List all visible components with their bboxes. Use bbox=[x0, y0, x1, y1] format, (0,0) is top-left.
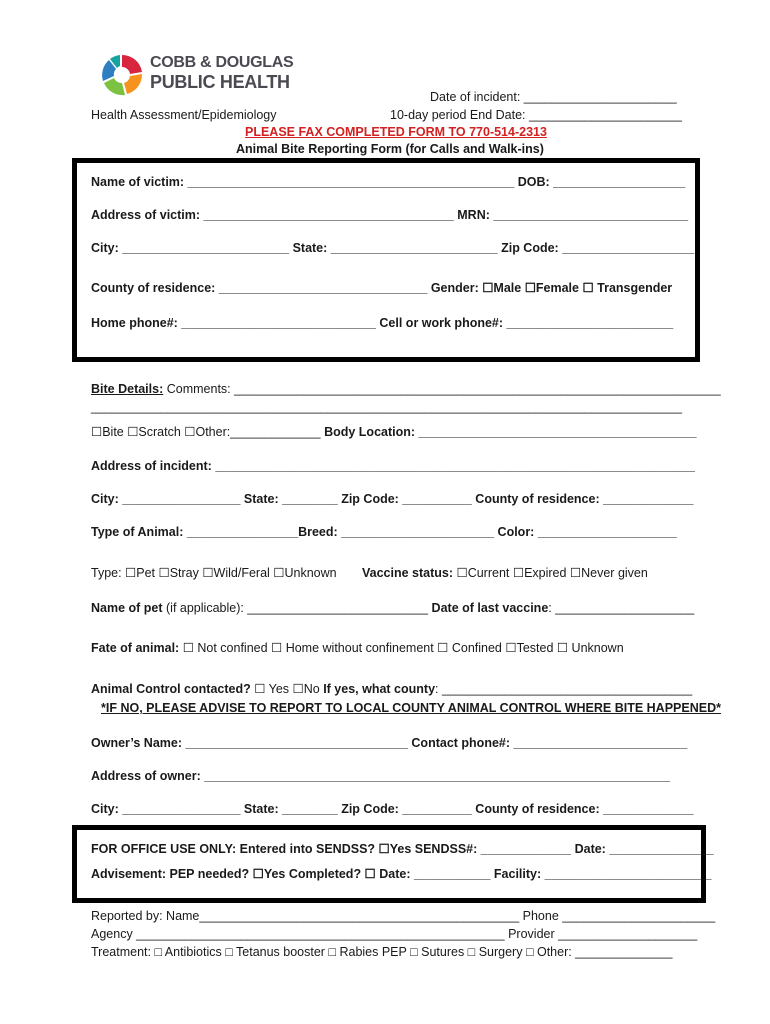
office-line-2: Advisement: PEP needed? ☐Yes Completed? ☐ Date: ___________ Facility: ________________________ bbox=[91, 867, 712, 881]
advise-notice: *IF NO, PLEASE ADVISE TO REPORT TO LOCAL COUNTY ANIMAL CONTROL WHERE BITE HAPPENED* bbox=[101, 701, 721, 715]
victim-county-line: County of residence: ______________________________ Gender: ☐Male ☐Female ☐ Transgender bbox=[91, 281, 673, 295]
animal-status-line bbox=[91, 565, 337, 580]
incident-city-line: City: _________________ State: ________ Zip Code: __________ County of residence: _____________ bbox=[91, 492, 694, 506]
last-vaccine-label: Date of last vaccine bbox=[431, 601, 549, 615]
animal-control-label: Animal Control contacted? bbox=[91, 682, 251, 696]
pet-name-line bbox=[91, 601, 694, 615]
victim-name-line: Name of victim: _______________________________________________ DOB: ___________________ bbox=[91, 175, 686, 189]
animal-control-county-label: If yes, what county bbox=[323, 682, 436, 696]
bite-comments-line2: _____________________________________________________________________________________ bbox=[91, 400, 682, 414]
animal-type-line: Type of Animal: ________________Breed: ______________________ Color: ____________________ bbox=[91, 525, 677, 539]
logo bbox=[97, 50, 294, 100]
bite-details-line bbox=[91, 382, 721, 396]
logo-line-1: COBB & DOUGLAS bbox=[150, 54, 294, 71]
fax-notice: PLEASE FAX COMPLETED FORM TO 770-514-2313 bbox=[245, 125, 547, 139]
form-title: Animal Bite Reporting Form (for Calls and Walk-ins) bbox=[236, 142, 544, 156]
bite-type-line bbox=[91, 424, 697, 439]
fate-options: ☐ Not confined ☐ Home without confinement ☐ Confined ☐Tested ☐ Unknown bbox=[179, 641, 624, 655]
animal-control-line bbox=[91, 681, 692, 696]
office-use-box bbox=[72, 825, 706, 903]
animal-control-options: ☐ Yes ☐No bbox=[250, 682, 320, 696]
vaccine-status-options: ☐Current ☐Expired ☐Never given bbox=[456, 566, 648, 580]
victim-address-line: Address of victim: ____________________________________ MRN: ____________________________ bbox=[91, 208, 689, 222]
bite-comments: Comments: ______________________________________________________________________ bbox=[166, 382, 721, 396]
body-location: Body Location: ________________________________________ bbox=[324, 425, 697, 439]
logo-line-2: PUBLIC HEALTH bbox=[150, 72, 290, 92]
logo-mark-icon bbox=[97, 50, 147, 100]
bite-details-label: Bite Details: bbox=[91, 382, 164, 396]
victim-phone-line: Home phone#: ____________________________ Cell or work phone#: ________________________ bbox=[91, 316, 674, 330]
reported-by-line: Reported by: Name______________________________________________ Phone ______________________ bbox=[91, 909, 716, 923]
last-vaccine-rest: : ____________________ bbox=[548, 601, 695, 615]
fate-line bbox=[91, 640, 624, 655]
owner-name-line: Owner’s Name: ________________________________ Contact phone#: _________________________ bbox=[91, 736, 688, 750]
bite-type-options: ☐Bite ☐Scratch ☐Other:_____________ bbox=[91, 425, 321, 439]
animal-type-options: Type: ☐Pet ☐Stray ☐Wild/Feral ☐Unknown bbox=[91, 566, 337, 580]
agency-line: Agency _____________________________________________________ Provider ____________________ bbox=[91, 927, 698, 941]
end-date: 10-day period End Date: ______________________ bbox=[390, 108, 682, 122]
vaccine-status-line bbox=[362, 565, 648, 580]
pet-name-rest: (if applicable): __________________________ bbox=[162, 601, 429, 615]
office-line-1: FOR OFFICE USE ONLY: Entered into SENDSS? ☐Yes SENDSS#: _____________ Date: _______________ bbox=[91, 842, 714, 856]
animal-control-county-rest: : ____________________________________ bbox=[435, 682, 693, 696]
date-of-incident: Date of incident: ______________________ bbox=[430, 90, 677, 104]
department: Health Assessment/Epidemiology bbox=[91, 108, 277, 122]
owner-address-line: Address of owner: ___________________________________________________________________ bbox=[91, 769, 670, 783]
vaccine-status-label: Vaccine status: bbox=[362, 566, 454, 580]
incident-address-line: Address of incident: _____________________________________________________________________ bbox=[91, 459, 695, 473]
treatment-line: Treatment: □ Antibiotics □ Tetanus booster □ Rabies PEP □ Sutures □ Surgery □ Other: ______________ bbox=[91, 945, 673, 959]
fate-label: Fate of animal: bbox=[91, 641, 180, 655]
victim-city-line: City: ________________________ State: ________________________ Zip Code: ___________________ bbox=[91, 241, 695, 255]
owner-city-line: City: _________________ State: ________ Zip Code: __________ County of residence: _____________ bbox=[91, 802, 694, 816]
pet-name-label: Name of pet bbox=[91, 601, 163, 615]
